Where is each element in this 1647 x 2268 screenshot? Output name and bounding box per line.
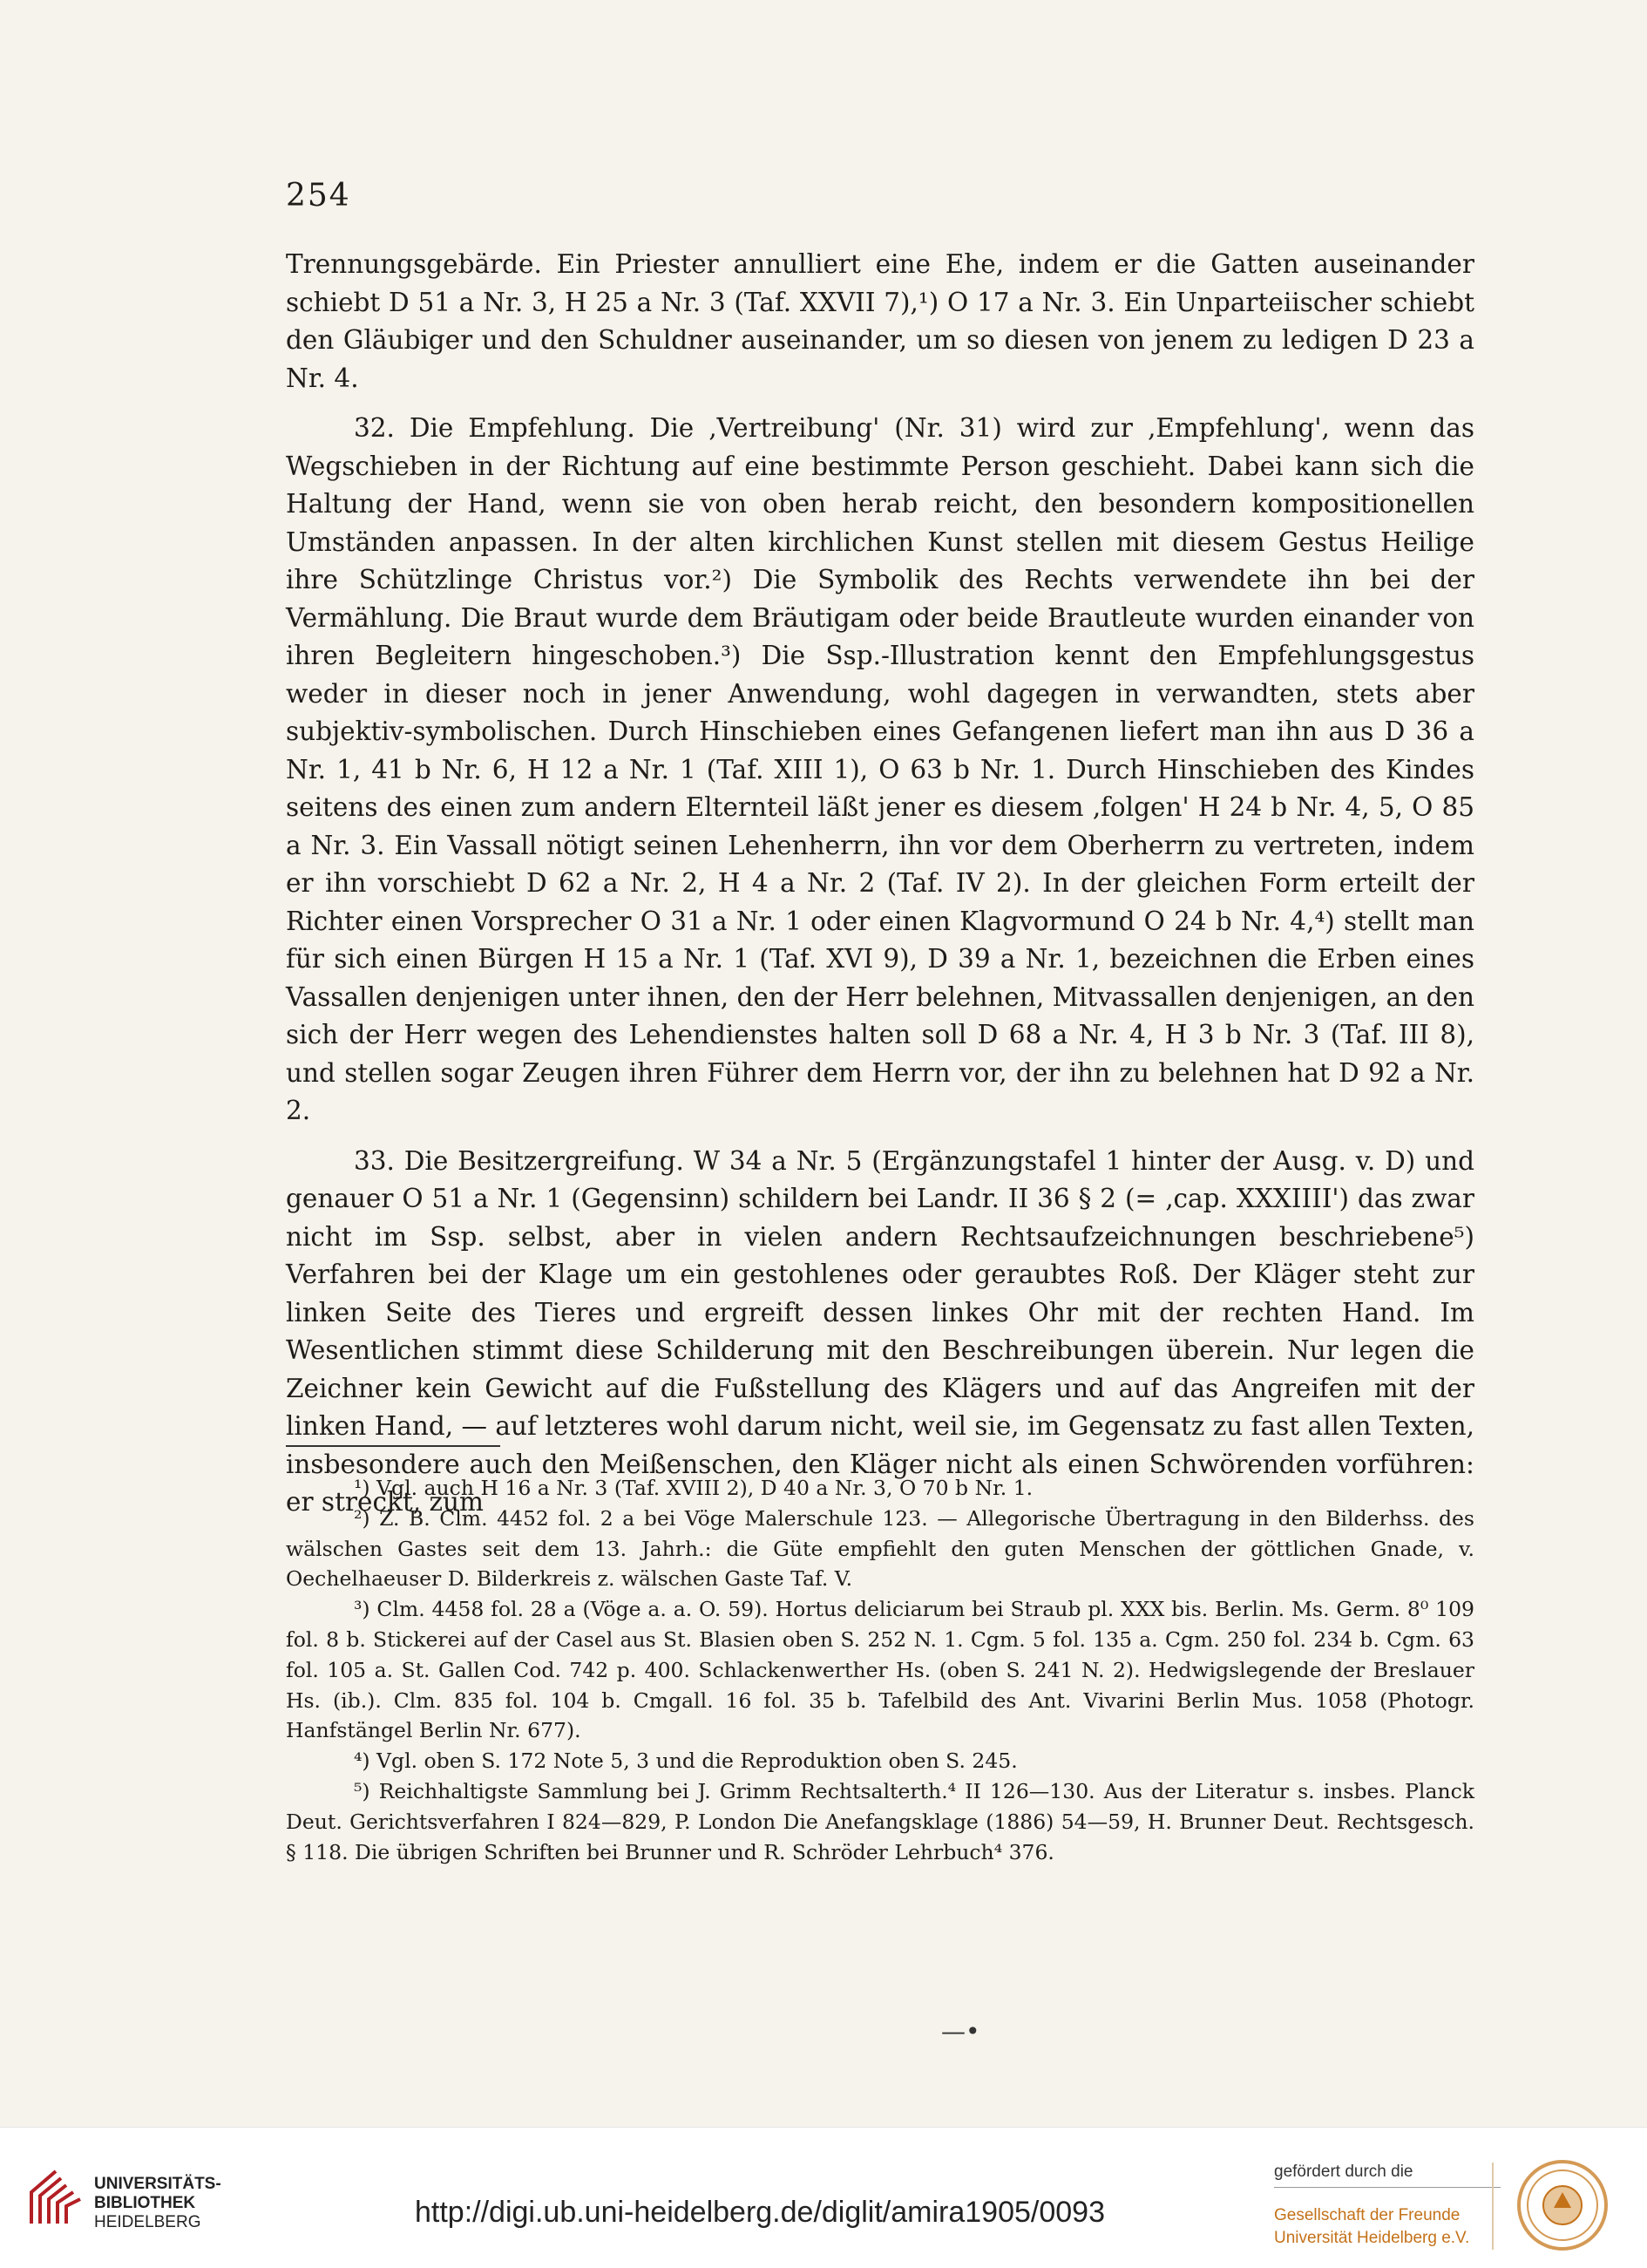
paragraph-trennungsgebaerde: Trennungsgebärde. Ein Priester annulliert eine Ehe, indem er die Gatten auseinander schiebt D 51 a Nr. 3, H 25 a Nr. 3 (Taf. XXVII 7),¹) O 17 a Nr. 3. Ein Unparteiischer schiebt den Gläubiger und den Schuldner auseinander, um so diesen von jenem zu ledigen D 23 a Nr. 4. [286,249,1474,393]
society-name-line1: Gesellschaft der Freunde [1274,2206,1461,2224]
library-name-line3: HEIDELBERG [94,2213,201,2231]
permalink-url[interactable]: http://digi.ub.uni-heidelberg.de/diglit/amira1905/0093 [415,2196,1105,2229]
funded-divider [1274,2187,1501,2188]
funded-by-label: gefördert durch die [1274,2163,1413,2181]
library-name-line1: UNIVERSITÄTS- [94,2175,221,2193]
library-name[interactable] [94,2175,221,2232]
university-seal-icon [1515,2157,1610,2253]
footnote-1: ¹) Vgl. auch H 16 a Nr. 3 (Taf. XVIII 2), D 40 a Nr. 3, O 70 b Nr. 1. [354,1476,1034,1500]
library-name-line2: BIBLIOTHEK [94,2194,196,2212]
footnote-3: ³) Clm. 4458 fol. 28 a (Vöge a. a. O. 59). Hortus deliciarum bei Straub pl. XXX bis. Berlin. Ms. Germ. 8⁰ 109 fol. 8 b. Stickerei auf der Casel aus St. Blasien oben S. 252 N. 1. Cgm. 5 fol. 135 a. Cgm. 250 fol. 234 b. Cgm. 63 fol. 105 a. St. Gallen Cod. 742 p. 400. Schlackenwerther Hs. (oben S. 241 N. 2). Hedwigslegende der Breslauer Hs. (ib.). Clm. 835 fol. 104 b. Cmgall. 16 fol. 35 b. Tafelbild des Ant. Vivarini Berlin Mus. 1058 (Photogr. Hanfstängel Berlin Nr. 677). [286,1597,1474,1743]
paragraph-empfehlung: 32. Die Empfehlung. Die ‚Vertreibung' (Nr. 31) wird zur ‚Empfehlung', wenn das Wegschieben in der Richtung auf eine bestimmte Person geschieht. Dabei kann sich die Haltung der Hand, wenn sie von oben herab reicht, den besondern kompositionellen Umständen anpassen. In der alten kirchlichen Kunst stellen mit diesem Gestus Heilige ihre Schützlinge Christus vor.²) Die Symbolik des Rechts verwendete ihn bei der Vermählung. Die Braut wurde dem Bräutigam oder beide Brautleute wurden einander von ihren Begleitern hingeschoben.³) Die Ssp.-Illustration kennt den Empfehlungsgestus weder in dieser noch in jener Anwendung, wohl dagegen in verwandten, stets aber subjektiv-symbolischen. Durch Hinschieben eines Gefangenen liefert man ihn aus D 36 a Nr. 1, 41 b Nr. 6, H 12 a Nr. 1 (Taf. XIII 1), O 63 b Nr. 1. Durch Hinschieben des Kindes seitens des einen zum andern Elternteil läßt jener es diesem ‚folgen' H 24 b Nr. 4, 5, O 85 a Nr. 3. Ein Vassall nötigt seinen Lehenherrn, ihn vor dem Oberherrn zu vertreten, indem er ihn vorschiebt D 62 a Nr. 2, H 4 a Nr. 2 (Taf. IV 2). In der gleichen Form erteilt der Richter einen Vorsprecher O 31 a Nr. 1 oder einen Klagvormund O 24 b Nr. 4,⁴) stellt man für sich einen Bürgen H 15 a Nr. 1 (Taf. XVI 9), D 39 a Nr. 1, bezeichnen die Erben eines Vassallen denjenigen unter ihnen, den der Herr belehnen, Mitvassallen denjenigen, an den sich der Herr wegen des Lehendienstes halten soll D 68 a Nr. 4, H 3 b Nr. 3 (Taf. III 8), und stellen sogar Zeugen ihren Führer dem Herrn vor, der ihn zu belehnen hat D 92 a Nr. 2. [286,413,1474,1125]
footnote-2: ²) Z. B. Clm. 4452 fol. 2 a bei Vöge Malerschule 123. — Allegorische Übertragung in den Bilderhss. des wälschen Gastes seit dem 13. Jahrh.: die Güte empfiehlt den guten Menschen der göttlichen Gnade, v. Oechelhaeuser D. Bilderkreis z. wälschen Gaste Taf. V. [286,1505,1474,1592]
society-name-line2: Universität Heidelberg e.V. [1274,2229,1470,2247]
page-number: 254 [286,178,351,214]
catchword-arrow: —• [941,2017,980,2046]
footnotes [286,1473,1474,1867]
main-text [286,246,1474,1522]
footnote-separator [286,1445,500,1447]
footnote-5: ⁵) Reichhaltigste Sammlung bei J. Grimm Rechtsalterth.⁴ II 126—130. Aus der Literatur s. insbes. Planck Deut. Gerichtsverfahren I 824—829, P. London Die Anefangsklage (1886) 54—59, H. Brunner Deut. Rechtsgesch. § 118. Die übrigen Schriften bei Brunner und R. Schröder Lehrbuch⁴ 376. [286,1778,1474,1864]
footer-divider [1492,2163,1494,2250]
society-name[interactable] [1274,2204,1469,2250]
university-library-logo-icon[interactable] [26,2166,85,2229]
paragraph-besitzergreifung: 33. Die Besitzergreifung. W 34 a Nr. 5 (Ergänzungstafel 1 hinter der Ausg. v. D) und genauer O 51 a Nr. 1 (Gegensinn) schildern bei Landr. II 36 § 2 (= ‚cap. XXXIIII') das zwar nicht im Ssp. selbst, aber in vielen andern Rechtsaufzeichnungen beschriebene⁵) Verfahren bei der Klage um ein gestohlenes oder geraubtes Roß. Der Kläger steht zur linken Seite des Tieres und ergreift dessen linkes Ohr mit der rechten Hand. Im Wesentlichen stimmt diese Schilderung mit den Beschreibungen überein. Nur legen die Zeichner kein Gewicht auf die Fußstellung des Klägers und auf das Angreifen mit der linken Hand, — auf letzteres wohl darum nicht, weil sie, im Gegensatz zu fast allen Texten, insbesondere auch den Meißenschen, den Kläger nicht als einen Schwörenden vorführen: er streckt, zum [286,1145,1474,1517]
footer-bar [0,2127,1647,2268]
footnote-4: ⁴) Vgl. oben S. 172 Note 5, 3 und die Reproduktion oben S. 245. [354,1749,1018,1774]
